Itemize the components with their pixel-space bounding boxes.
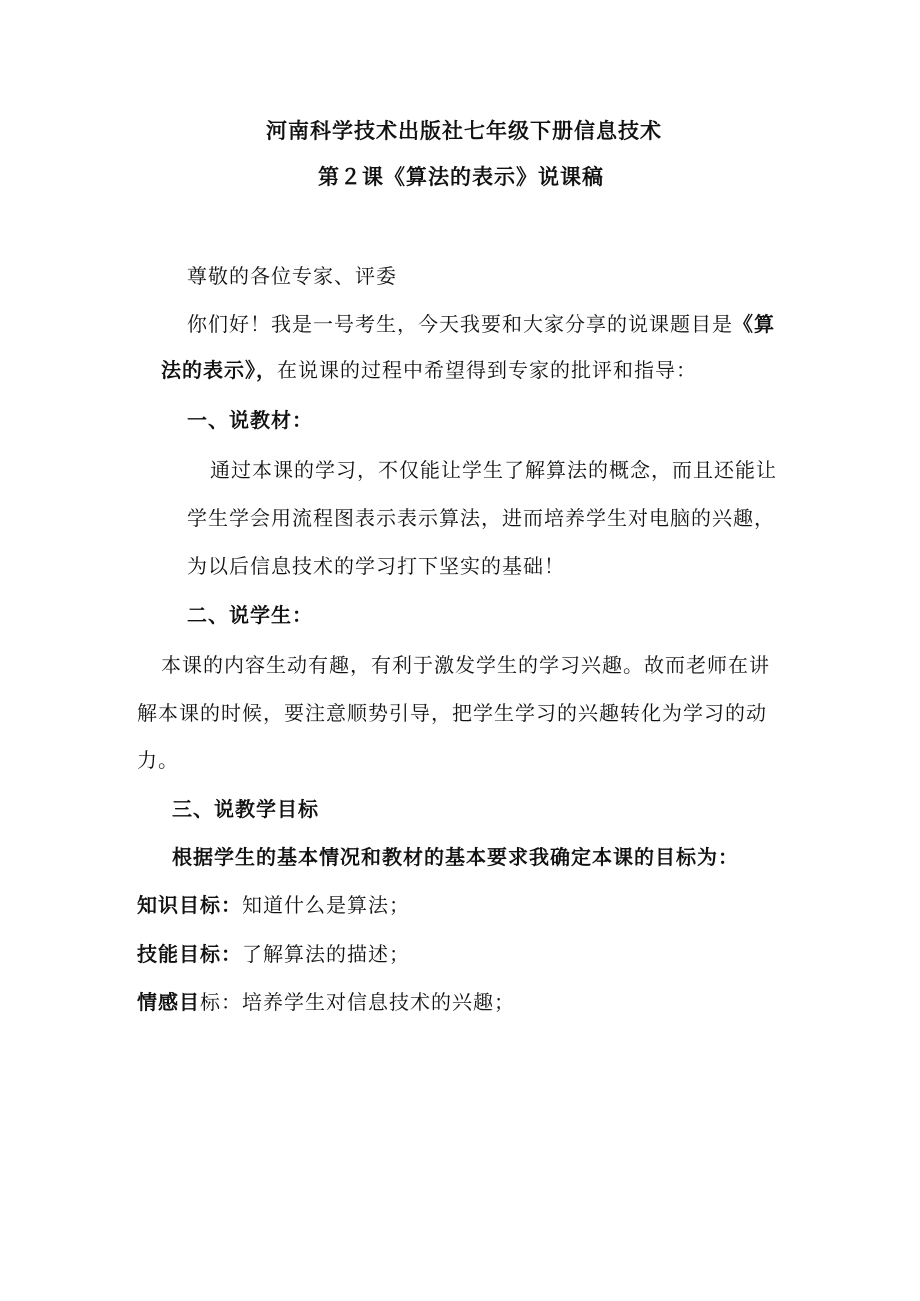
section-1-paragraph-line-3: 为以后信息技术的学习打下坚实的基础！ <box>187 554 565 578</box>
knowledge-goal-label: 知识目标： <box>137 893 242 917</box>
section-3-heading: 三、说教学目标 <box>172 797 319 821</box>
emotion-goal-label: 情感目 <box>137 990 200 1014</box>
knowledge-goal <box>137 891 410 919</box>
intro-text: 你们好！我是一号考生，今天我要和大家分享的说课题目是 <box>187 312 733 336</box>
skill-goal <box>137 940 410 968</box>
section-2-paragraph-line-3: 力。 <box>137 748 179 772</box>
document-title: 河南科学技术出版社七年级下册信息技术 <box>266 119 662 143</box>
greeting-line: 尊敬的各位专家、评委 <box>187 264 397 288</box>
section-3-intro: 根据学生的基本情况和教材的基本要求我确定本课的目标为： <box>172 845 739 869</box>
document-subtitle: 第２课《算法的表示》说课稿 <box>318 165 604 189</box>
skill-goal-text: 了解算法的描述； <box>242 942 410 966</box>
intro-line-2 <box>161 356 697 384</box>
emotion-goal-text: 培养学生对信息技术的兴趣； <box>242 990 515 1014</box>
section-1-paragraph-line-2: 学生学会用流程图表示表示算法，进而培养学生对电脑的兴趣， <box>187 506 775 530</box>
section-2-paragraph-line-2: 解本课的时候，要注意顺势引导，把学生学习的兴趣转化为学习的动 <box>137 701 767 725</box>
intro-topic-start: 《算 <box>733 312 775 336</box>
emotion-goal-label-rest: 标： <box>200 990 242 1014</box>
section-1-paragraph-line-1: 通过本课的学习，不仅能让学生了解算法的概念，而且还能让 <box>210 458 777 482</box>
intro-topic-end: 法的表示》， <box>161 358 277 382</box>
knowledge-goal-text: 知道什么是算法； <box>242 893 410 917</box>
section-2-paragraph-line-1: 本课的内容生动有趣，有利于激发学生的学习兴趣。故而老师在讲 <box>161 653 770 677</box>
intro-line-1 <box>187 310 775 338</box>
skill-goal-label: 技能目标： <box>137 942 242 966</box>
emotion-goal <box>137 988 515 1016</box>
section-2-heading: 二、说学生： <box>187 603 313 627</box>
intro-text-end: 在说课的过程中希望得到专家的批评和指导： <box>277 358 697 382</box>
section-1-heading: 一、说教材： <box>187 408 313 432</box>
